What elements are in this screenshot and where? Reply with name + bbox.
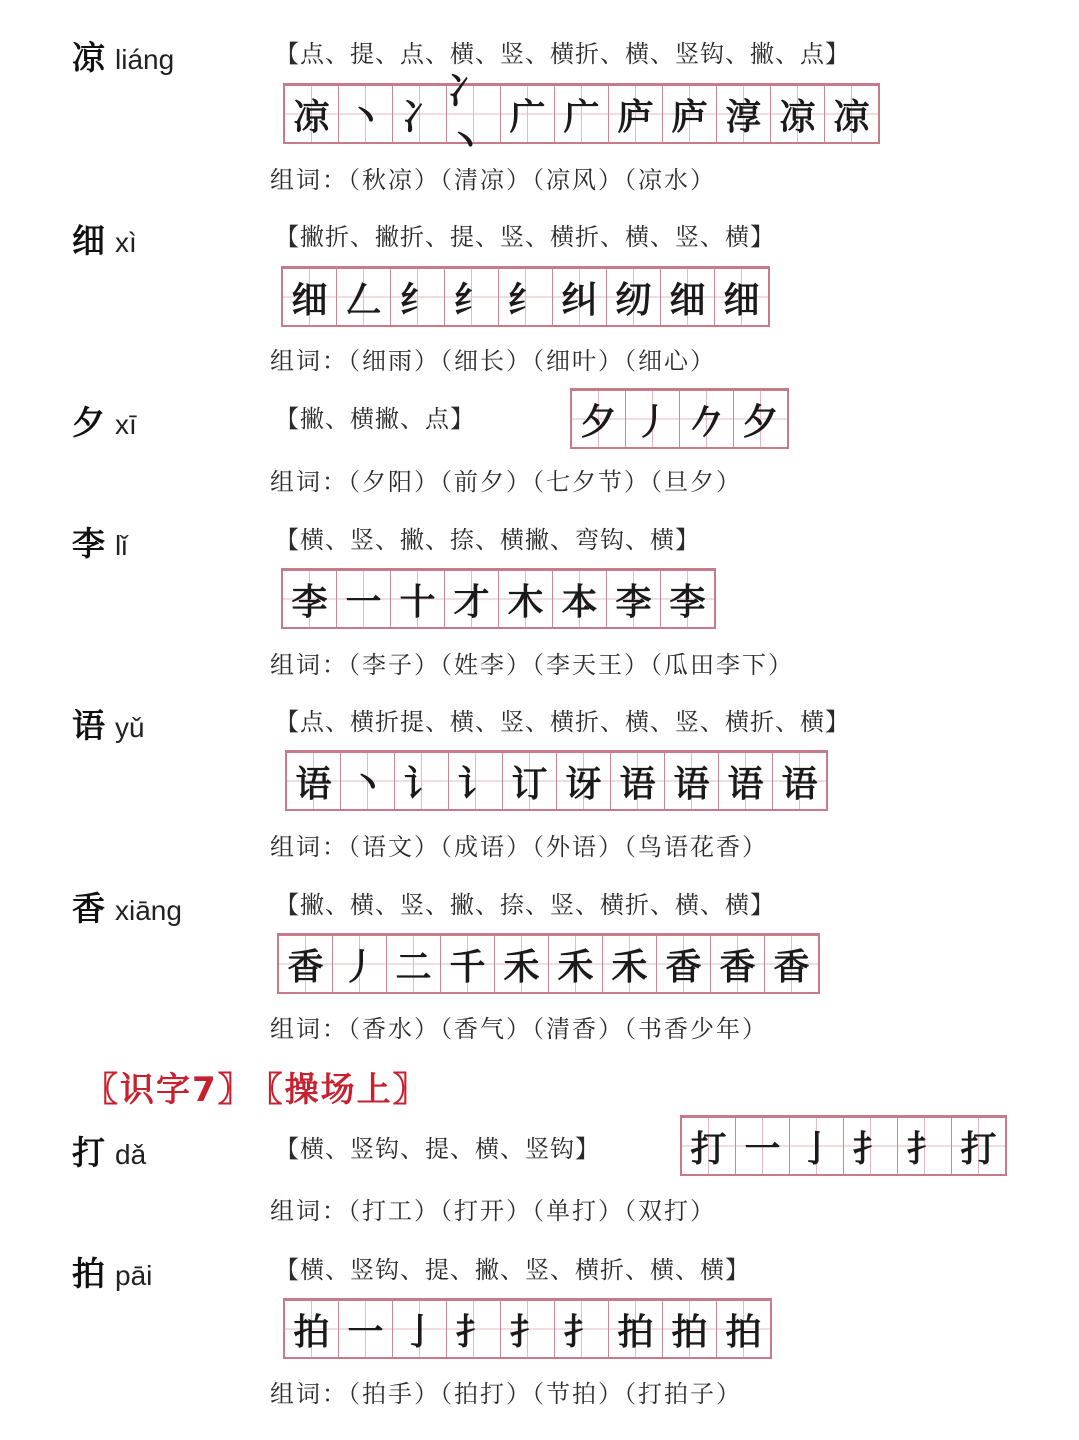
stroke-step-cell: 凉 [285, 86, 339, 142]
stroke-step-cell: 𠃋 [337, 269, 391, 325]
entry-pinyin: dǎ [115, 1139, 147, 1170]
stroke-step-cell: 二 [387, 936, 441, 992]
entry-heading [72, 700, 145, 747]
words-list: （秋凉）（清凉）（凉风）（凉水） [348, 166, 716, 194]
stroke-step-cell: 扌 [844, 1118, 898, 1174]
stroke-step-cell: 庐 [663, 86, 717, 142]
stroke-step-cell: 亅 [393, 1301, 447, 1357]
stroke-step-cell: 广 [555, 86, 609, 142]
words-label: 组词： [270, 1197, 348, 1225]
entry-pinyin: pāi [115, 1260, 153, 1291]
stroke-step-cell: 讠 [449, 753, 503, 809]
entry-heading [72, 883, 182, 930]
stroke-step-cell: 亅 [790, 1118, 844, 1174]
stroke-step-cell: 十 [391, 571, 445, 627]
stroke-names: 【点、提、点、横、竖、横折、横、竖钩、撇、点】 [275, 40, 850, 68]
stroke-order-grid [281, 266, 770, 327]
stroke-step-cell: 讠 [395, 753, 449, 809]
stroke-step-cell: 讶 [557, 753, 611, 809]
stroke-step-cell: 拍 [717, 1301, 770, 1357]
stroke-names: 【撇折、撇折、提、竖、横折、横、竖、横】 [275, 223, 775, 251]
stroke-step-cell: 香 [657, 936, 711, 992]
stroke-step-cell: 庐 [609, 86, 663, 142]
stroke-step-cell: 扌 [501, 1301, 555, 1357]
word-examples [270, 462, 742, 497]
words-label: 组词： [270, 651, 348, 679]
stroke-step-cell: 细 [661, 269, 715, 325]
words-list: （细雨）（细长）（细叶）（细心） [348, 347, 716, 375]
stroke-step-cell: 香 [711, 936, 765, 992]
words-label: 组词： [270, 468, 348, 496]
stroke-step-cell: 凉 [825, 86, 878, 142]
stroke-step-cell: 丿 [626, 391, 680, 447]
stroke-step-cell: 纟 [499, 269, 553, 325]
stroke-step-cell: 李 [283, 571, 337, 627]
section-lesson-label: 〖识字7〗 [84, 1070, 254, 1110]
stroke-names: 【横、竖、撇、捺、横撇、弯钩、横】 [275, 526, 700, 554]
stroke-step-cell: 𠂊 [680, 391, 734, 447]
words-list: （香水）（香气）（清香）（书香少年） [348, 1015, 768, 1043]
stroke-step-cell: 冫丶 [447, 86, 501, 142]
entry-heading [72, 518, 127, 565]
stroke-step-cell: 打 [952, 1118, 1005, 1174]
stroke-step-cell: 纫 [607, 269, 661, 325]
words-list: （打工）（打开）（单打）（双打） [348, 1197, 716, 1225]
stroke-order-grid [283, 71, 880, 163]
stroke-order-grid [277, 933, 820, 994]
stroke-step-cell: 禾 [549, 936, 603, 992]
stroke-step-cell: 凉 [771, 86, 825, 142]
stroke-names: 【撇、横、竖、撇、捺、竖、横折、横、横】 [275, 891, 775, 919]
stroke-step-cell: 李 [607, 571, 661, 627]
words-label: 组词： [270, 833, 348, 861]
word-examples [270, 645, 794, 680]
stroke-names: 【点、横折提、横、竖、横折、横、竖、横折、横】 [275, 708, 850, 736]
stroke-step-cell: 禾 [603, 936, 657, 992]
words-label: 组词： [270, 1015, 348, 1043]
entry-character: 凉 [72, 38, 105, 77]
word-examples [270, 160, 716, 195]
stroke-step-cell: 丿 [333, 936, 387, 992]
stroke-step-cell: 禾 [495, 936, 549, 992]
stroke-step-cell: 语 [773, 753, 826, 809]
stroke-step-cell: 夕 [734, 391, 787, 447]
entry-pinyin: liáng [115, 44, 175, 75]
stroke-step-cell: 才 [445, 571, 499, 627]
words-list: （语文）（成语）（外语）（鸟语花香） [348, 833, 768, 861]
stroke-names: 【撇、横撇、点】 [275, 405, 475, 433]
word-examples [270, 827, 768, 862]
stroke-step-cell: 细 [283, 269, 337, 325]
stroke-step-cell: 语 [665, 753, 719, 809]
stroke-step-cell: 冫 [393, 86, 447, 142]
entry-character: 香 [72, 889, 105, 928]
stroke-step-cell: 木 [499, 571, 553, 627]
stroke-step-cell: 语 [287, 753, 341, 809]
stroke-order-grid [285, 750, 828, 811]
stroke-names: 【横、竖钩、提、撇、竖、横折、横、横】 [275, 1256, 750, 1284]
stroke-step-cell: 一 [337, 571, 391, 627]
stroke-names: 【横、竖钩、提、横、竖钩】 [275, 1135, 600, 1163]
stroke-step-cell: 广 [501, 86, 555, 142]
section-lesson-title: 〖操场上〗 [265, 1070, 429, 1110]
stroke-step-cell: 纟 [445, 269, 499, 325]
stroke-order-grid [570, 388, 789, 449]
stroke-step-cell: 本 [553, 571, 607, 627]
entry-character: 打 [72, 1133, 105, 1172]
stroke-step-cell: 拍 [285, 1301, 339, 1357]
entry-pinyin: xī [115, 409, 137, 440]
stroke-step-cell: 订 [503, 753, 557, 809]
words-label: 组词： [270, 347, 348, 375]
words-list: （李子）（姓李）（李天王）（瓜田李下） [348, 651, 794, 679]
words-label: 组词： [270, 1380, 348, 1408]
words-list: （拍手）（拍打）（节拍）（打拍子） [348, 1380, 742, 1408]
entry-character: 夕 [72, 403, 105, 442]
stroke-step-cell: 淳 [717, 86, 771, 142]
entry-pinyin: yǔ [115, 712, 145, 743]
section-header [84, 1062, 441, 1111]
stroke-step-cell: 打 [682, 1118, 736, 1174]
stroke-step-cell: 一 [736, 1118, 790, 1174]
entry-pinyin: xì [115, 227, 137, 258]
stroke-step-cell: 拍 [663, 1301, 717, 1357]
stroke-step-cell: 语 [719, 753, 773, 809]
entry-character: 李 [72, 524, 105, 563]
stroke-step-cell: 细 [715, 269, 768, 325]
words-list: （夕阳）（前夕）（七夕节）（旦夕） [348, 468, 742, 496]
entry-pinyin: xiāng [115, 895, 182, 926]
word-examples [270, 1191, 716, 1226]
stroke-order-grid [281, 568, 716, 629]
stroke-step-cell: 香 [765, 936, 818, 992]
entry-heading [72, 32, 174, 79]
stroke-step-cell: 丶 [341, 753, 395, 809]
entry-heading [72, 1248, 152, 1295]
entry-character: 语 [72, 706, 105, 745]
stroke-step-cell: 拍 [609, 1301, 663, 1357]
word-examples [270, 341, 716, 376]
stroke-step-cell: 扌 [447, 1301, 501, 1357]
stroke-order-grid [283, 1298, 772, 1359]
stroke-order-grid [680, 1115, 1007, 1176]
stroke-step-cell: 纟 [391, 269, 445, 325]
entry-character: 拍 [72, 1254, 105, 1293]
stroke-step-cell: 香 [279, 936, 333, 992]
word-examples [270, 1009, 768, 1044]
stroke-step-cell: 丶 [339, 86, 393, 142]
word-examples [270, 1374, 742, 1409]
stroke-step-cell: 李 [661, 571, 714, 627]
stroke-step-cell: 扌 [898, 1118, 952, 1174]
stroke-step-cell: 扌 [555, 1301, 609, 1357]
entry-heading [72, 397, 137, 444]
stroke-step-cell: 语 [611, 753, 665, 809]
entry-heading [72, 215, 137, 262]
words-label: 组词： [270, 166, 348, 194]
stroke-step-cell: 千 [441, 936, 495, 992]
entry-heading [72, 1127, 146, 1174]
entry-character: 细 [72, 221, 105, 260]
stroke-step-cell: 纠 [553, 269, 607, 325]
stroke-step-cell: 一 [339, 1301, 393, 1357]
stroke-step-cell: 夕 [572, 391, 626, 447]
entry-pinyin: lǐ [115, 530, 128, 561]
